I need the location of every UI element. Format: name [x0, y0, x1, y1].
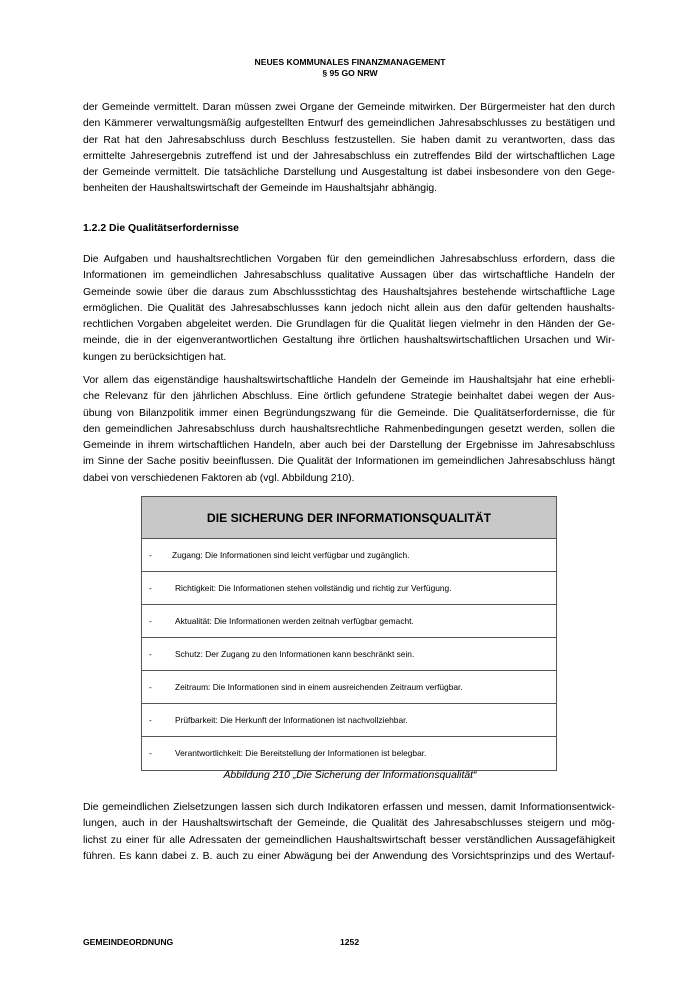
text-line: Informationen im gemeindlichen Jahresabschluss qualitative Aussagen über das wirtschaftliche Handeln der — [83, 270, 615, 282]
page-number: 1252 — [340, 937, 360, 947]
text-line: übung von Bilanzpolitik immer einen Begründungszwang für die Gemeinde. Die Qualitätserfordernisse, die für — [83, 407, 615, 419]
text-line: kungen zu berücksichtigen hat. — [83, 351, 227, 363]
paragraph-1 — [83, 100, 615, 198]
text-line: der Gemeinde vermittelt. Daran müssen zwei Organe der Gemeinde mitwirken. Der Bürgermeister hat den durch — [83, 102, 615, 113]
figure-item-text: Aktualität: Die Informationen werden zeitnah verfügbar gemacht. — [175, 616, 414, 626]
text-line: lungen, auch in der Haushaltswirtschaft der Gemeinde, die Qualität des Jahresabschlusses steigern und mög- — [83, 818, 615, 830]
figure-information-quality — [141, 496, 557, 771]
footer-section-label: GEMEINDEORDNUNG — [83, 937, 174, 947]
text-line: meinde, die in der eigenverantwortlichen Gestaltung ihre örtlichen haushaltswirtschaftlichen Ursachen und Wir- — [83, 335, 615, 347]
text-line: ermöglichen. Die Qualität des Jahresabschlusses kann jedoch nicht allein aus den dafür geltenden haushalts- — [83, 302, 615, 314]
list-dash: - — [149, 682, 152, 692]
figure-item-aktualitaet — [142, 605, 556, 638]
paragraph-4 — [83, 800, 615, 865]
figure-item-pruefbarkeit — [142, 704, 556, 737]
figure-item-text: Richtigkeit: Die Informationen stehen vollständig und richtig zur Verfügung. — [175, 583, 452, 593]
text-line: Vor allem das eigenständige haushaltswirtschaftliche Handeln der Gemeinde im Haushaltsjahr hat eine erhebli- — [83, 375, 615, 386]
list-dash: - — [149, 550, 152, 560]
figure-item-text: Verantwortlichkeit: Die Bereitstellung der Informationen ist belegbar. — [175, 748, 427, 758]
header-subtitle: § 95 GO NRW — [322, 68, 378, 78]
text-line: Die gemeindlichen Zielsetzungen lassen sich durch Indikatoren erfassen und messen, damit Informationsentwick- — [83, 802, 615, 813]
figure-item-zeitraum — [142, 671, 556, 704]
text-line: Die Aufgaben und haushaltsrechtlichen Vorgaben für den gemeindlichen Jahresabschluss erfordern, dass die — [83, 254, 615, 265]
text-line: Gemeinde in ihrem wirtschaftlichen Handeln, aber auch bei der Darstellung der Ergebnisse im Jahresabschluss — [83, 440, 615, 452]
paragraph-2 — [83, 252, 615, 366]
figure-item-text: Zeitraum: Die Informationen sind in einem ausreichenden Zeitraum verfügbar. — [175, 682, 463, 692]
page-header — [0, 57, 700, 79]
figure-item-text: Prüfbarkeit: Die Herkunft der Informationen ist nachvollziehbar. — [175, 715, 408, 725]
text-line: den Kämmerer verwaltungsmäßig aufgestellten Entwurf des gemeindlichen Jahresabschlusses zu bestätigen und — [83, 118, 615, 130]
figure-item-zugang — [142, 539, 556, 572]
header-title: NEUES KOMMUNALES FINANZMANAGEMENT — [254, 57, 446, 67]
list-dash: - — [149, 616, 152, 626]
text-line: der Gemeinde vermittelt. Die tatsächliche Darstellung und Ausgestaltung ist dabei insbesondere von den Gege- — [83, 167, 615, 179]
figure-item-text: Zugang: Die Informationen sind leicht verfügbar und zugänglich. — [172, 550, 410, 560]
text-line: führen. Es kann dabei z. B. auch zu einer Abwägung bei der Anwendung des Vorsichtsprinzips und des Wertauf- — [83, 850, 615, 862]
list-dash: - — [149, 748, 152, 758]
text-line: lichst zu einer für alle Adressaten der gemeindlichen Haushaltswirtschaft besser verständlichen Aussagefähigkeit — [83, 834, 615, 846]
figure-caption: Abbildung 210 „Die Sicherung der Informationsqualität“ — [223, 770, 477, 781]
text-line: che Relevanz für den jährlichen Abschluss. Eine örtlich gefundene Strategie beinhaltet dabei wegen der Aus- — [83, 391, 615, 403]
figure-item-verantwortlichkeit — [142, 737, 556, 770]
text-line: dabei von verschiedenen Faktoren ab (vgl. Abbildung 210). — [83, 472, 355, 484]
list-dash: - — [149, 715, 152, 725]
text-line: rechtlichen Vorgaben abgeleitet werden. Die Grundlagen für die Qualität liegen vielmehr in den Händen der Ge- — [83, 319, 615, 331]
figure-title: DIE SICHERUNG DER INFORMATIONSQUALITÄT — [142, 497, 556, 539]
figure-item-richtigkeit — [142, 572, 556, 605]
text-line: den gemeindlichen Jahresabschluss durch haushaltsrechtliche Rahmenbedingungen gesetzt werden, sollen die — [83, 423, 615, 435]
text-line: benheiten der Haushaltswirtschaft der Gemeinde im Haushaltsjahr abhängig. — [83, 183, 438, 195]
text-line: ermittelte Jahresergebnis zutreffend ist und der Jahresabschluss ein zutreffendes Bild der wirtschaftlichen Lage — [83, 150, 615, 162]
paragraph-3 — [83, 373, 615, 487]
text-line: im Sinne der Sache positiv beeinflussen. Die Qualität der Informationen im gemeindlichen Jahresabschluss hängt — [83, 456, 615, 468]
list-dash: - — [149, 649, 152, 659]
text-line: Gemeinde sowie über die daraus zum Abschlussstichtag des Haushaltsjahres bestehende wirtschaftliche Lage — [83, 286, 615, 298]
section-heading: 1.2.2 Die Qualitätserfordernisse — [83, 223, 239, 234]
list-dash: - — [149, 583, 152, 593]
text-line: der Rat hat den Jahresabschluss durch Beschluss festzustellen. Sie haben damit zu verantworten, dass das — [83, 134, 615, 146]
figure-item-schutz — [142, 638, 556, 671]
figure-item-text: Schutz: Der Zugang zu den Informationen kann beschränkt sein. — [175, 649, 415, 659]
